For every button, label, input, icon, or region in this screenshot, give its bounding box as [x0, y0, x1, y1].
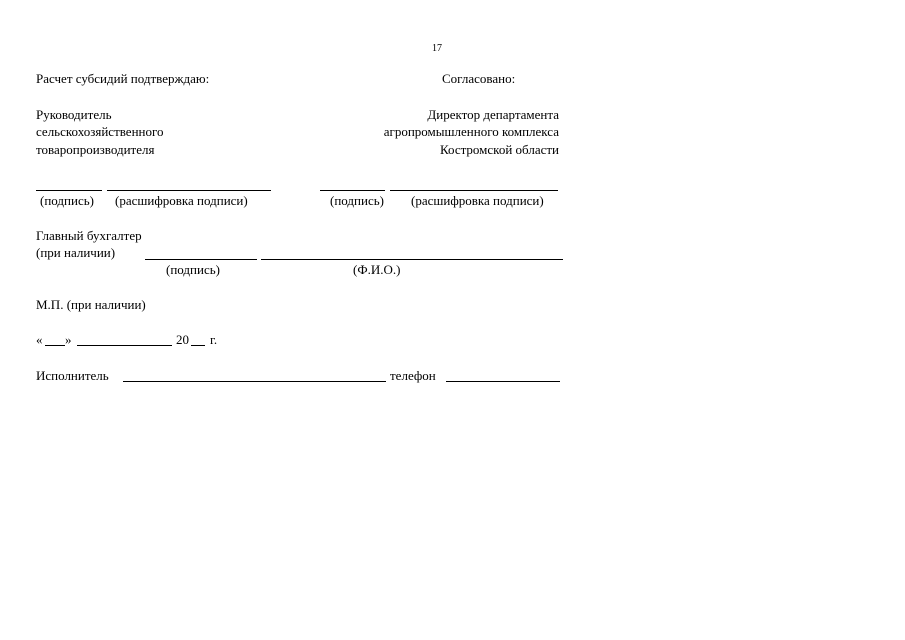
left-signature-line[interactable] — [36, 190, 102, 191]
left-heading: Расчет субсидий подтверждаю: — [36, 71, 210, 86]
right-signer-title-line2: агропромышленного комплекса — [383, 124, 559, 139]
date-year-prefix: 20 — [176, 332, 189, 347]
right-signature-line[interactable] — [320, 190, 385, 191]
date-open-quote: « — [36, 332, 43, 347]
executor-label: Исполнитель — [36, 368, 109, 383]
left-decode-caption: (расшифровка подписи) — [115, 193, 248, 208]
phone-line[interactable] — [446, 381, 560, 382]
date-month-line[interactable] — [77, 345, 172, 346]
accountant-qualifier: (при наличии) — [36, 245, 116, 260]
date-year-line[interactable] — [191, 345, 205, 346]
accountant-signature-caption: (подпись) — [166, 262, 220, 277]
accountant-name-line[interactable] — [261, 259, 563, 260]
left-signer-title-line2: сельскохозяйственного — [36, 124, 164, 139]
phone-label: телефон — [390, 368, 436, 383]
right-signature-caption: (подпись) — [330, 193, 384, 208]
left-decode-line[interactable] — [107, 190, 271, 191]
date-day-line[interactable] — [45, 345, 65, 346]
left-signer-title-line1: Руководитель — [36, 107, 112, 122]
date-year-suffix: г. — [210, 332, 218, 347]
right-heading: Согласовано: — [442, 71, 516, 86]
right-decode-line[interactable] — [390, 190, 558, 191]
page-number: 17 — [432, 43, 442, 54]
right-signer-title-line1: Директор департамента — [427, 107, 559, 122]
right-signer-title-line3: Костромской области — [439, 142, 559, 157]
date-close-quote: » — [65, 332, 72, 347]
left-signer-title-line3: товаропроизводителя — [36, 142, 155, 157]
accountant-name-caption: (Ф.И.О.) — [353, 262, 401, 277]
executor-name-line[interactable] — [123, 381, 386, 382]
stamp-place: М.П. (при наличии) — [36, 297, 146, 312]
left-signature-caption: (подпись) — [40, 193, 94, 208]
accountant-title: Главный бухгалтер — [36, 228, 142, 243]
right-decode-caption: (расшифровка подписи) — [411, 193, 544, 208]
accountant-signature-line[interactable] — [145, 259, 257, 260]
